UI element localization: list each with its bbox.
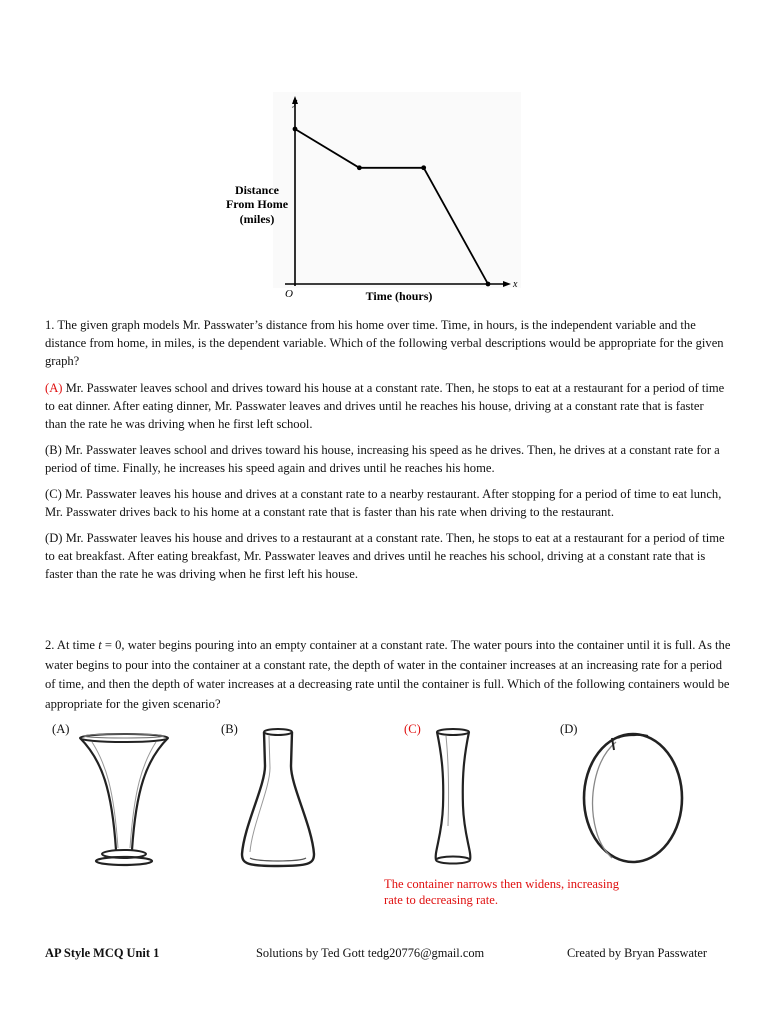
data-point — [421, 165, 426, 170]
q1-option-a — [45, 379, 725, 433]
q2-label-a: (A) — [52, 722, 70, 736]
container-c-waisted-vase — [428, 726, 478, 868]
question-2 — [45, 636, 735, 714]
q1-option-a-letter: (A) — [45, 381, 63, 395]
q1-option-c-letter: (C) — [45, 487, 62, 501]
data-point — [357, 165, 362, 170]
q1-option-c-text: Mr. Passwater leaves his house and drives at a constant rate to a nearby restaurant. After stopping for a period of time to eat lunch, Mr. Passwater drives back to his home at a constant rate that is faster than his rate when driving to the restaurant. — [45, 487, 722, 519]
q2-text: water begins pouring into an empty container at a constant rate. The water pours into the container until it is full. As the water begins to pour into the container at a constant rate, the depth of water in the container increases at an increasing rate for a period of time, and then the depth of water increases at a decreasing rate until the container is full. Which of the following containers would be appropriate for the given scenario? — [45, 638, 731, 711]
ylabel-line-3: (miles) — [239, 212, 275, 226]
q1-option-b — [45, 441, 725, 477]
container-a-flared-vase — [72, 730, 176, 870]
footer-center: Solutions by Ted Gott tedg20776@gmail.com — [256, 946, 485, 960]
q1-option-c — [45, 485, 725, 521]
xlabel: Time (hours) — [365, 289, 433, 303]
container-b-flask — [236, 726, 320, 870]
q2-label-d: (D) — [560, 722, 578, 736]
q1-option-d — [45, 529, 725, 583]
container-d-oval-vase — [578, 730, 688, 866]
origin-label: O — [285, 288, 293, 300]
x-axis-letter: x — [513, 279, 518, 290]
ylabel-line-2: From Home — [225, 197, 289, 211]
q2-label-b: (B) — [221, 722, 238, 736]
ylabel-line-1: Distance — [235, 183, 279, 197]
q2-prefix: 2. At time — [45, 638, 99, 652]
q2-equation: = 0, — [101, 638, 125, 652]
q1-option-b-text: Mr. Passwater leaves school and drives toward his house, increasing his speed as he drives. Then, he drives at a constant rate for a period of time. Finally, he increases his speed again and drives until he reaches his home. — [45, 443, 720, 475]
y-axis-letter: y — [292, 97, 298, 108]
graph-background — [273, 92, 521, 288]
q2-label-c: (C) — [404, 722, 421, 736]
question-1 — [45, 316, 725, 591]
footer-right: Created by Bryan Passwater — [567, 946, 708, 960]
q1-option-d-text: Mr. Passwater leaves his house and drives to a restaurant at a constant rate. Then, he stops to eat at a restaurant for a period of time to eat breakfast. After eating breakfast, Mr. Passwater leaves and drives until he reaches his school, driving at a constant rate that is faster than the rate he was driving when he first left his house. — [45, 531, 725, 581]
distance-time-graph — [215, 90, 525, 312]
q1-option-b-letter: (B) — [45, 443, 62, 457]
q1-option-a-text: Mr. Passwater leaves school and drives toward his house at a constant rate. Then, he stops to eat at a restaurant for a period of time to eat dinner. After eating dinner, Mr. Passwater leaves and drives until he reaches his house, driving at a constant rate that is faster than the rate he was driving when he first left school. — [45, 381, 725, 431]
footer-left: AP Style MCQ Unit 1 — [45, 946, 160, 960]
question-1-stem: 1. The given graph models Mr. Passwater’s distance from his home over time. Time, in hours, is the independent variable and the distance from home, in miles, is the dependent variable. Which of the following verbal descriptions would be appropriate for the given graph? — [45, 318, 724, 368]
q2-variable: t — [98, 638, 102, 652]
q2-answer-note: The container narrows then widens, increasing rate to decreasing rate. — [384, 877, 620, 907]
q1-option-d-letter: (D) — [45, 531, 63, 545]
question-2-stem — [45, 636, 735, 714]
data-point — [486, 282, 491, 287]
data-point — [293, 127, 298, 132]
